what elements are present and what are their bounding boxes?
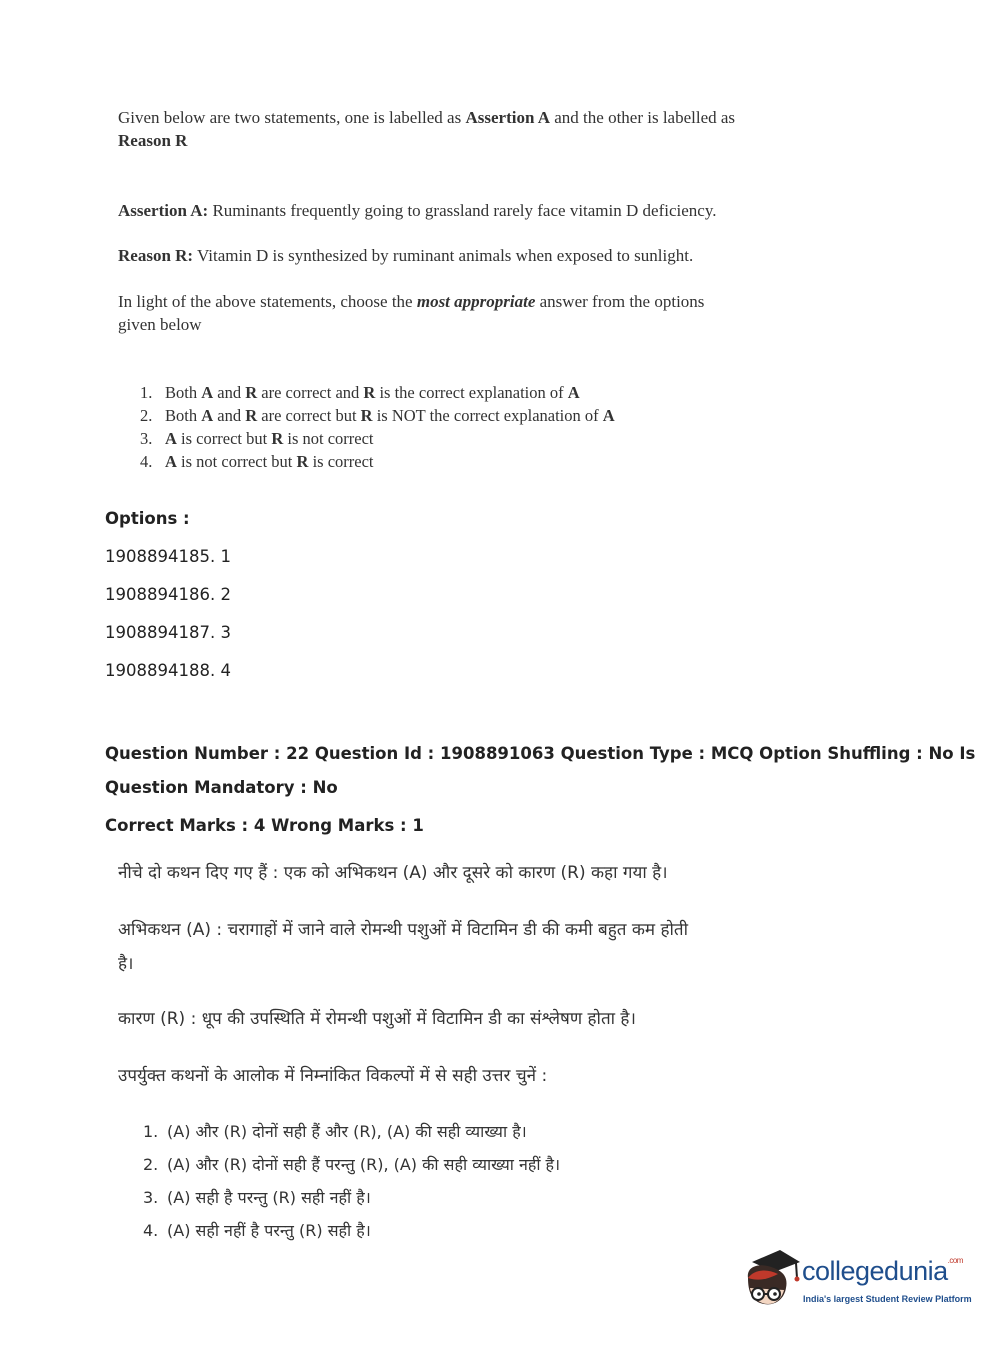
option-id: 1908894187. 3 bbox=[105, 623, 231, 642]
english-option: 2. Both A and R are correct but R is NOT the correct explanation of A bbox=[140, 406, 615, 425]
english-option-list bbox=[140, 381, 615, 473]
question-meta-line3: Correct Marks : 4 Wrong Marks : 1 bbox=[105, 816, 424, 835]
assertion-statement bbox=[118, 199, 738, 222]
hindi-option: 1. (A) और (R) दोनों सही हैं और (R), (A) की सही व्याख्या है। bbox=[143, 1122, 527, 1141]
intro-bold-reason: Reason R bbox=[118, 131, 188, 150]
mascot-icon bbox=[740, 1248, 802, 1318]
collegedunia-logo bbox=[740, 1248, 970, 1318]
hindi-intro: नीचे दो कथन दिए गए हैं : एक को अभिकथन (A) और दूसरे को कारण (R) कहा गया है। bbox=[118, 863, 668, 883]
hindi-assertion: अभिकथन (A) : चरागाहों में जाने वाले रोमन्थी पशुओं में विटामिन डी की कमी बहुत कम होती bbox=[118, 920, 688, 940]
logo-tagline: India's largest Student Review Platform bbox=[803, 1294, 972, 1304]
hindi-option: 3. (A) सही है परन्तु (R) सही नहीं है। bbox=[143, 1188, 371, 1207]
reason-label: Reason R: bbox=[118, 246, 194, 265]
question-intro: Given below are two statements, one is labelled as Assertion A and the other is labelled as Reason R bbox=[118, 108, 736, 150]
instruction-emphasis: most appropriate bbox=[416, 292, 536, 311]
reason-statement bbox=[118, 244, 738, 267]
hindi-instruction: उपर्युक्त कथनों के आलोक में निम्नांकित विकल्पों में से सही उत्तर चुनें : bbox=[118, 1066, 548, 1086]
option-id: 1908894185. 1 bbox=[105, 547, 231, 566]
english-option: 3. A is correct but R is not correct bbox=[140, 429, 374, 448]
intro-bold-assertion: Assertion A bbox=[465, 108, 550, 127]
option-id: 1908894188. 4 bbox=[105, 661, 231, 680]
question-meta-line1: Question Number : 22 Question Id : 1908891063 Question Type : MCQ Option Shuffling : No Is bbox=[105, 744, 976, 763]
reason-text: Vitamin D is synthesized by ruminant animals when exposed to sunlight. bbox=[193, 246, 694, 265]
english-option: 4. A is not correct but R is correct bbox=[140, 452, 374, 471]
instruction: In light of the above statements, choose the most appropriate answer from the options given below bbox=[118, 292, 705, 334]
assertion-text: Ruminants frequently going to grassland rarely face vitamin D deficiency. bbox=[208, 201, 717, 220]
hindi-option: 2. (A) और (R) दोनों सही हैं परन्तु (R), (A) की सही व्याख्या नहीं है। bbox=[143, 1155, 561, 1174]
hindi-option: 4. (A) सही नहीं है परन्तु (R) सही है। bbox=[143, 1221, 371, 1240]
english-option: 1. Both A and R are correct and R is the correct explanation of A bbox=[140, 383, 580, 402]
question-meta-line2: Question Mandatory : No bbox=[105, 778, 338, 797]
options-heading: Options : bbox=[105, 509, 190, 528]
assertion-label: Assertion A: bbox=[118, 201, 209, 220]
hindi-option-list bbox=[143, 1120, 560, 1252]
hindi-assertion-cont: है। bbox=[118, 954, 134, 974]
logo-wordmark: collegedunia$^{.com}$ bbox=[802, 1256, 963, 1286]
hindi-reason: कारण (R) : धूप की उपस्थिति में रोमन्थी पशुओं में विटामिन डी का संश्लेषण होता है। bbox=[118, 1009, 636, 1029]
option-id: 1908894186. 2 bbox=[105, 585, 231, 604]
logo-suffix: .com bbox=[947, 1256, 963, 1265]
